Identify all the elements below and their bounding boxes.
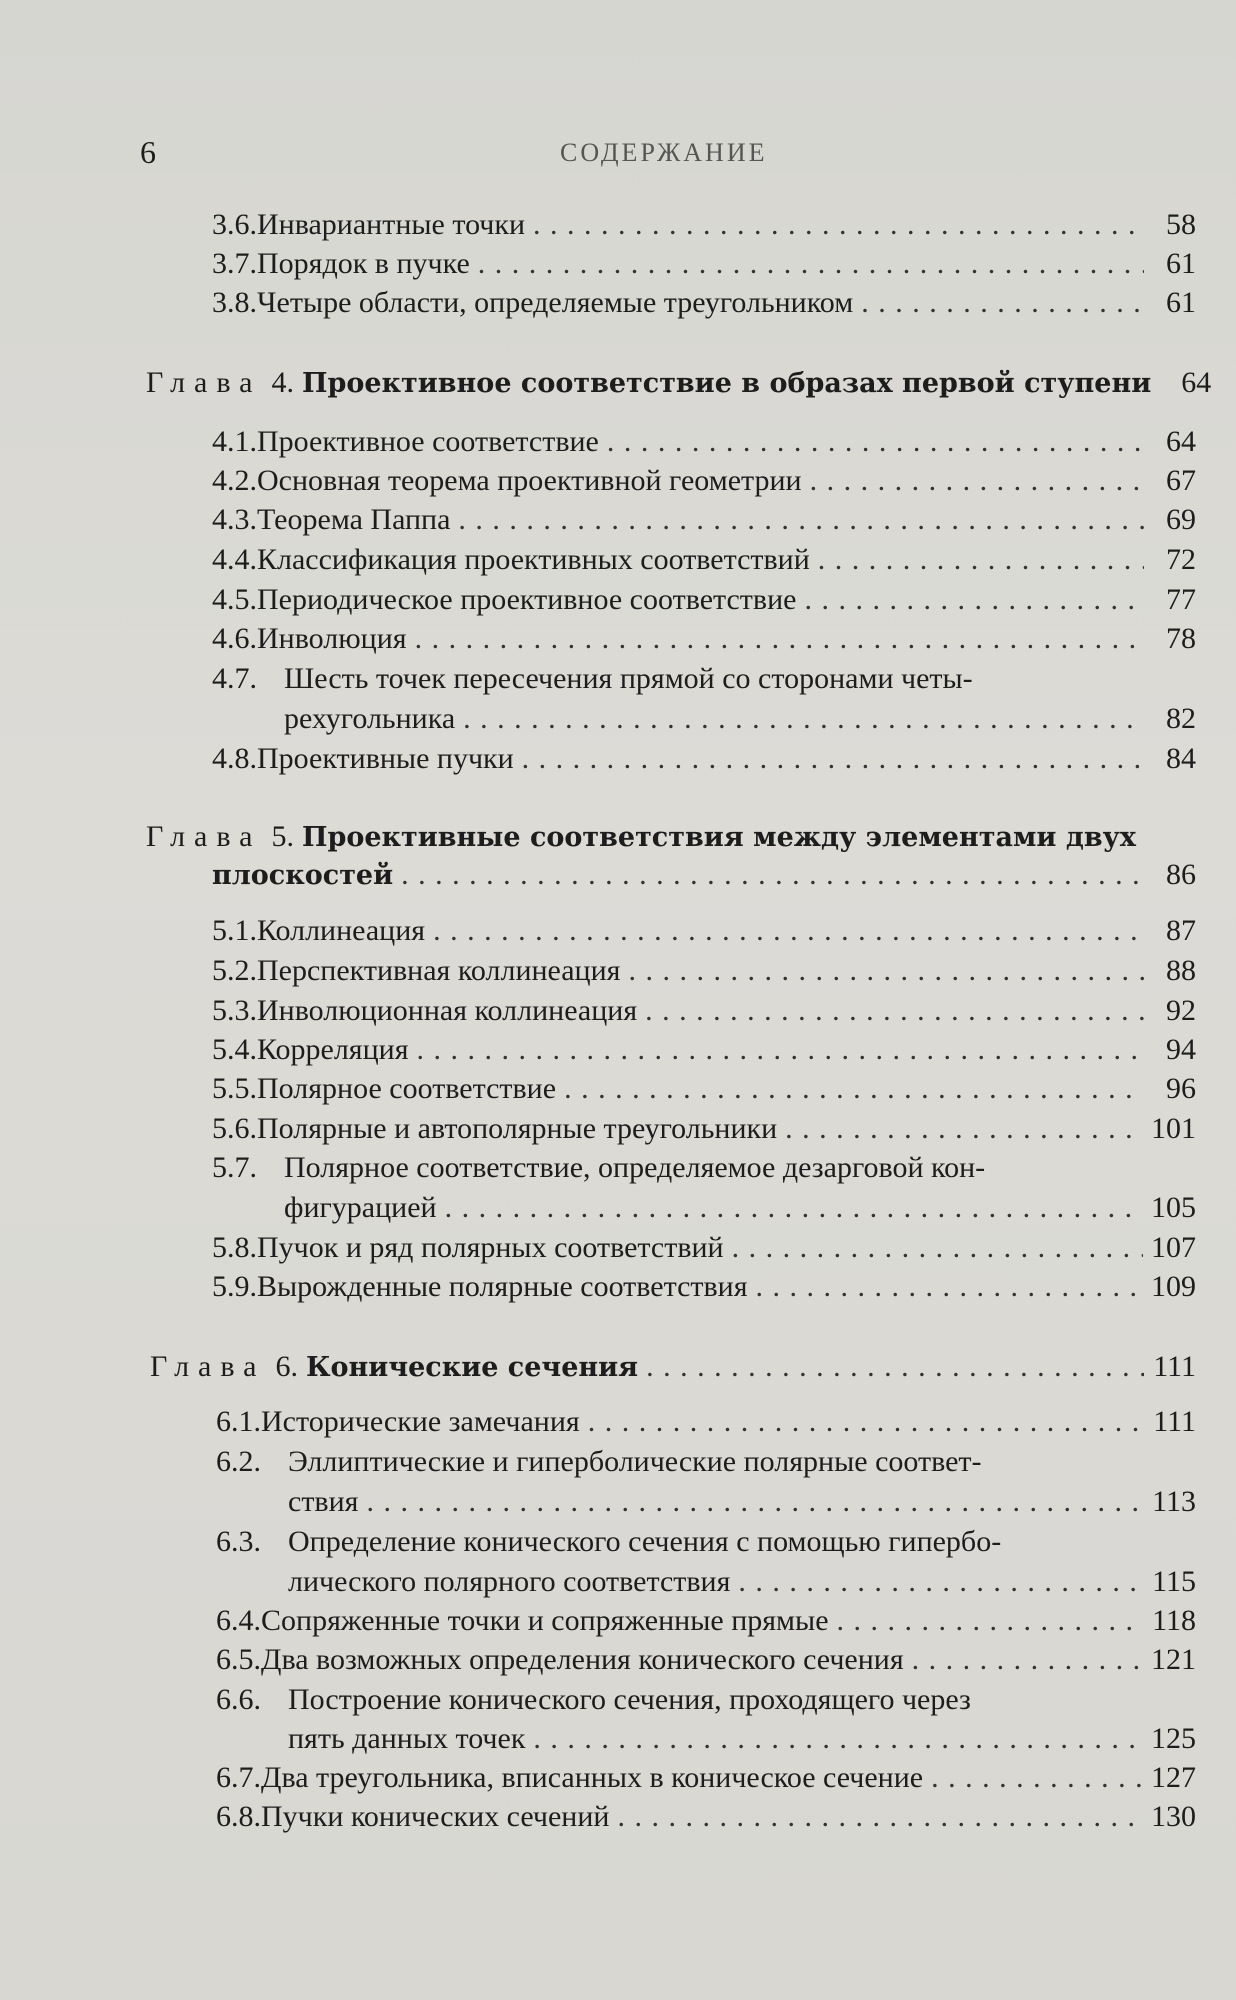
toc-entry — [212, 1112, 1196, 1152]
entry-page: 105 — [1151, 1191, 1196, 1224]
entry-title: Сопряженные точки и сопряженные прямые — [261, 1604, 829, 1637]
entry-page: 130 — [1151, 1800, 1196, 1833]
leader-dots — [931, 1761, 1143, 1795]
entry-title: Шесть точек пересечения прямой со сторонами четы- — [284, 662, 973, 695]
leader-dots — [433, 914, 1144, 948]
leader-dots — [912, 1643, 1143, 1677]
toc-entry-continuation — [284, 1191, 1196, 1231]
entry-title: Вырожденные полярные соответствия — [257, 1270, 748, 1303]
entry-title-continued: ствия — [288, 1485, 359, 1518]
toc-entry — [216, 1683, 1196, 1723]
toc-entry — [212, 1270, 1196, 1310]
leader-dots — [607, 425, 1144, 459]
entry-number: 4.4. — [212, 543, 257, 576]
chapter-number: 4. — [271, 366, 294, 399]
leader-dots — [533, 1722, 1143, 1756]
entry-number: 6.5. — [216, 1643, 261, 1676]
leader-dots — [617, 1800, 1143, 1834]
toc-entry — [212, 1151, 1196, 1191]
entry-number: 4.3. — [212, 503, 257, 536]
entry-number: 5.6. — [212, 1112, 257, 1145]
entry-title: Полярное соответствие — [257, 1072, 557, 1105]
toc-entry — [216, 1643, 1196, 1683]
entry-title: Полярные и автополярные треугольники — [257, 1112, 778, 1145]
toc-entry — [212, 662, 1196, 702]
entry-page: 96 — [1166, 1072, 1196, 1105]
entry-title: Пучки конических сечений — [261, 1800, 610, 1833]
chapter-number: 5. — [271, 820, 294, 853]
entry-page: 82 — [1166, 702, 1196, 735]
entry-page: 87 — [1166, 914, 1196, 947]
chapter-label: Глава — [146, 820, 262, 853]
toc-entry — [216, 1761, 1196, 1801]
toc-entry — [212, 994, 1196, 1034]
entry-page: 61 — [1166, 247, 1196, 280]
entry-number: 4.5. — [212, 583, 257, 616]
entry-title: Исторические замечания — [261, 1405, 580, 1438]
entry-page: 121 — [1151, 1643, 1196, 1676]
entry-title-continued: пять данных точек — [288, 1722, 526, 1755]
entry-number: 6.3. — [216, 1525, 261, 1558]
leader-dots — [588, 1405, 1144, 1439]
entry-number: 5.2. — [212, 954, 257, 987]
entry-number: 3.8. — [212, 286, 257, 319]
toc-entry — [212, 583, 1196, 623]
toc-entry-continuation — [284, 702, 1196, 742]
chapter-label: Глава — [150, 1350, 266, 1383]
toc-entry-continuation — [288, 1485, 1196, 1525]
toc-entry — [212, 464, 1196, 504]
leader-dots — [445, 1191, 1143, 1225]
toc-entry — [212, 543, 1196, 583]
chapter-page: 64 — [1181, 366, 1212, 399]
entry-number: 4.6. — [212, 622, 257, 655]
entry-title-continued: лического полярного соответствия — [288, 1565, 731, 1598]
entry-page: 58 — [1166, 208, 1196, 241]
toc-entry — [216, 1604, 1196, 1644]
chapter-title: Проективное соответствие в образах первой ступени — [301, 368, 1152, 399]
entry-title: Корреляция — [257, 1033, 409, 1066]
toc-entry — [212, 1072, 1196, 1112]
entry-number: 6.8. — [216, 1800, 261, 1833]
entry-title: Пучок и ряд полярных соответствий — [257, 1231, 724, 1264]
entry-page: 111 — [1153, 1405, 1196, 1438]
toc-entry — [212, 622, 1196, 662]
toc-entry — [216, 1525, 1196, 1565]
leader-dots — [861, 286, 1144, 320]
leader-dots — [804, 583, 1144, 617]
chapter-heading — [146, 820, 1196, 860]
entry-page: 118 — [1152, 1604, 1196, 1637]
leader-dots — [785, 1112, 1143, 1146]
toc-entry-continuation — [288, 1565, 1196, 1605]
entry-title: Теорема Паппа — [257, 503, 451, 536]
entry-number: 6.7. — [216, 1761, 261, 1794]
toc-entry — [212, 503, 1196, 543]
entry-title: Основная теорема проективной геометрии — [257, 464, 802, 497]
entry-page: 94 — [1166, 1033, 1196, 1066]
entry-title: Порядок в пучке — [257, 247, 470, 280]
chapter-heading — [150, 1350, 1196, 1390]
toc-entry-continuation — [288, 1722, 1196, 1762]
toc-entry — [212, 425, 1196, 465]
entry-number: 5.5. — [212, 1072, 257, 1105]
chapter-label: Глава — [146, 366, 262, 399]
entry-page: 78 — [1166, 622, 1196, 655]
entry-title: Эллиптические и гиперболические полярные соответ- — [288, 1445, 982, 1478]
entry-page: 88 — [1166, 954, 1196, 987]
entry-title-continued: рехугольника — [284, 702, 456, 735]
entry-page: 72 — [1166, 543, 1196, 576]
leader-dots — [732, 1231, 1143, 1265]
entry-title: Определение конического сечения с помощью гипербо- — [288, 1525, 1002, 1558]
leader-dots — [401, 858, 1144, 892]
leader-dots — [522, 742, 1144, 776]
leader-dots — [458, 503, 1144, 537]
page-number: 6 — [140, 134, 156, 170]
chapter-number: 6. — [275, 1350, 298, 1383]
entry-number: 6.6. — [216, 1683, 261, 1716]
entry-page: 84 — [1166, 742, 1196, 775]
entry-number: 5.9. — [212, 1270, 257, 1303]
leader-dots — [366, 1485, 1144, 1519]
entry-number: 3.7. — [212, 247, 257, 280]
chapter-page: 111 — [1153, 1350, 1196, 1383]
entry-number: 4.7. — [212, 662, 257, 695]
entry-title: Классификация проективных соответствий — [257, 543, 810, 576]
entry-number: 6.4. — [216, 1604, 261, 1637]
entry-page: 101 — [1151, 1112, 1196, 1145]
entry-title: Периодическое проективное соответствие — [257, 583, 797, 616]
toc-entry — [212, 742, 1196, 782]
chapter-title: Проективные соответствия между элементами двух — [301, 822, 1136, 853]
chapter-heading — [146, 366, 1212, 406]
leader-dots — [417, 1033, 1144, 1067]
toc-entry — [216, 1800, 1196, 1840]
entry-page: 113 — [1152, 1485, 1196, 1518]
leader-dots — [628, 954, 1144, 988]
entry-title: Четыре области, определяемые треугольником — [257, 286, 854, 319]
leader-dots — [463, 702, 1144, 736]
entry-number: 4.1. — [212, 425, 257, 458]
toc-entry — [212, 208, 1196, 248]
entry-number: 4.2. — [212, 464, 257, 497]
running-header: СОДЕРЖАНИЕ — [560, 138, 768, 167]
entry-title-continued: фигурацией — [284, 1191, 437, 1224]
entry-page: 127 — [1151, 1761, 1196, 1794]
entry-number: 5.7. — [212, 1151, 257, 1184]
leader-dots — [837, 1604, 1144, 1638]
leader-dots — [646, 1350, 1144, 1384]
entry-number: 3.6. — [212, 208, 257, 241]
entry-title: Полярное соответствие, определяемое дезарговой кон- — [284, 1151, 986, 1184]
entry-title: Инвариантные точки — [257, 208, 526, 241]
toc-entry — [212, 1231, 1196, 1271]
entry-number: 6.1. — [216, 1405, 261, 1438]
leader-dots — [415, 622, 1144, 656]
entry-page: 67 — [1166, 464, 1196, 497]
entry-page: 109 — [1151, 1270, 1196, 1303]
entry-page: 77 — [1166, 583, 1196, 616]
leader-dots — [533, 208, 1144, 242]
leader-dots — [810, 464, 1144, 498]
entry-title: Перспективная коллинеация — [257, 954, 621, 987]
leader-dots — [564, 1072, 1144, 1106]
entry-title: Два возможных определения конического сечения — [261, 1643, 904, 1676]
leader-dots — [756, 1270, 1143, 1304]
entry-page: 64 — [1166, 425, 1196, 458]
entry-page: 107 — [1151, 1231, 1196, 1264]
entry-number: 5.8. — [212, 1231, 257, 1264]
entry-title: Проективное соответствие — [257, 425, 599, 458]
chapter-title-continued: плоскостей — [212, 860, 394, 891]
leader-dots — [478, 247, 1144, 281]
entry-page: 92 — [1166, 994, 1196, 1027]
toc-entry — [212, 247, 1196, 287]
entry-number: 5.3. — [212, 994, 257, 1027]
entry-number: 5.1. — [212, 914, 257, 947]
entry-page: 125 — [1151, 1722, 1196, 1755]
toc-entry — [216, 1405, 1196, 1445]
entry-title: Инволюционная коллинеация — [257, 994, 638, 1027]
chapter-heading-continuation — [212, 858, 1196, 898]
toc-entry — [212, 286, 1196, 326]
toc-entry — [212, 914, 1196, 954]
entry-page: 115 — [1152, 1565, 1196, 1598]
toc-entry — [212, 1033, 1196, 1073]
leader-dots — [645, 994, 1144, 1028]
entry-title: Коллинеация — [257, 914, 426, 947]
entry-title: Два треугольника, вписанных в коническое сечение — [261, 1761, 924, 1794]
entry-title: Проективные пучки — [257, 742, 514, 775]
leader-dots — [738, 1565, 1144, 1599]
entry-number: 4.8. — [212, 742, 257, 775]
entry-title: Инволюция — [257, 622, 407, 655]
entry-number: 6.2. — [216, 1445, 261, 1478]
entry-title: Построение конического сечения, проходящего через — [288, 1683, 971, 1716]
toc-entry — [216, 1445, 1196, 1485]
leader-dots — [818, 543, 1144, 577]
toc-entry — [212, 954, 1196, 994]
chapter-page: 86 — [1166, 858, 1196, 891]
entry-page: 61 — [1166, 286, 1196, 319]
entry-number: 5.4. — [212, 1033, 257, 1066]
chapter-title: Конические сечения — [305, 1352, 639, 1383]
entry-page: 69 — [1166, 503, 1196, 536]
